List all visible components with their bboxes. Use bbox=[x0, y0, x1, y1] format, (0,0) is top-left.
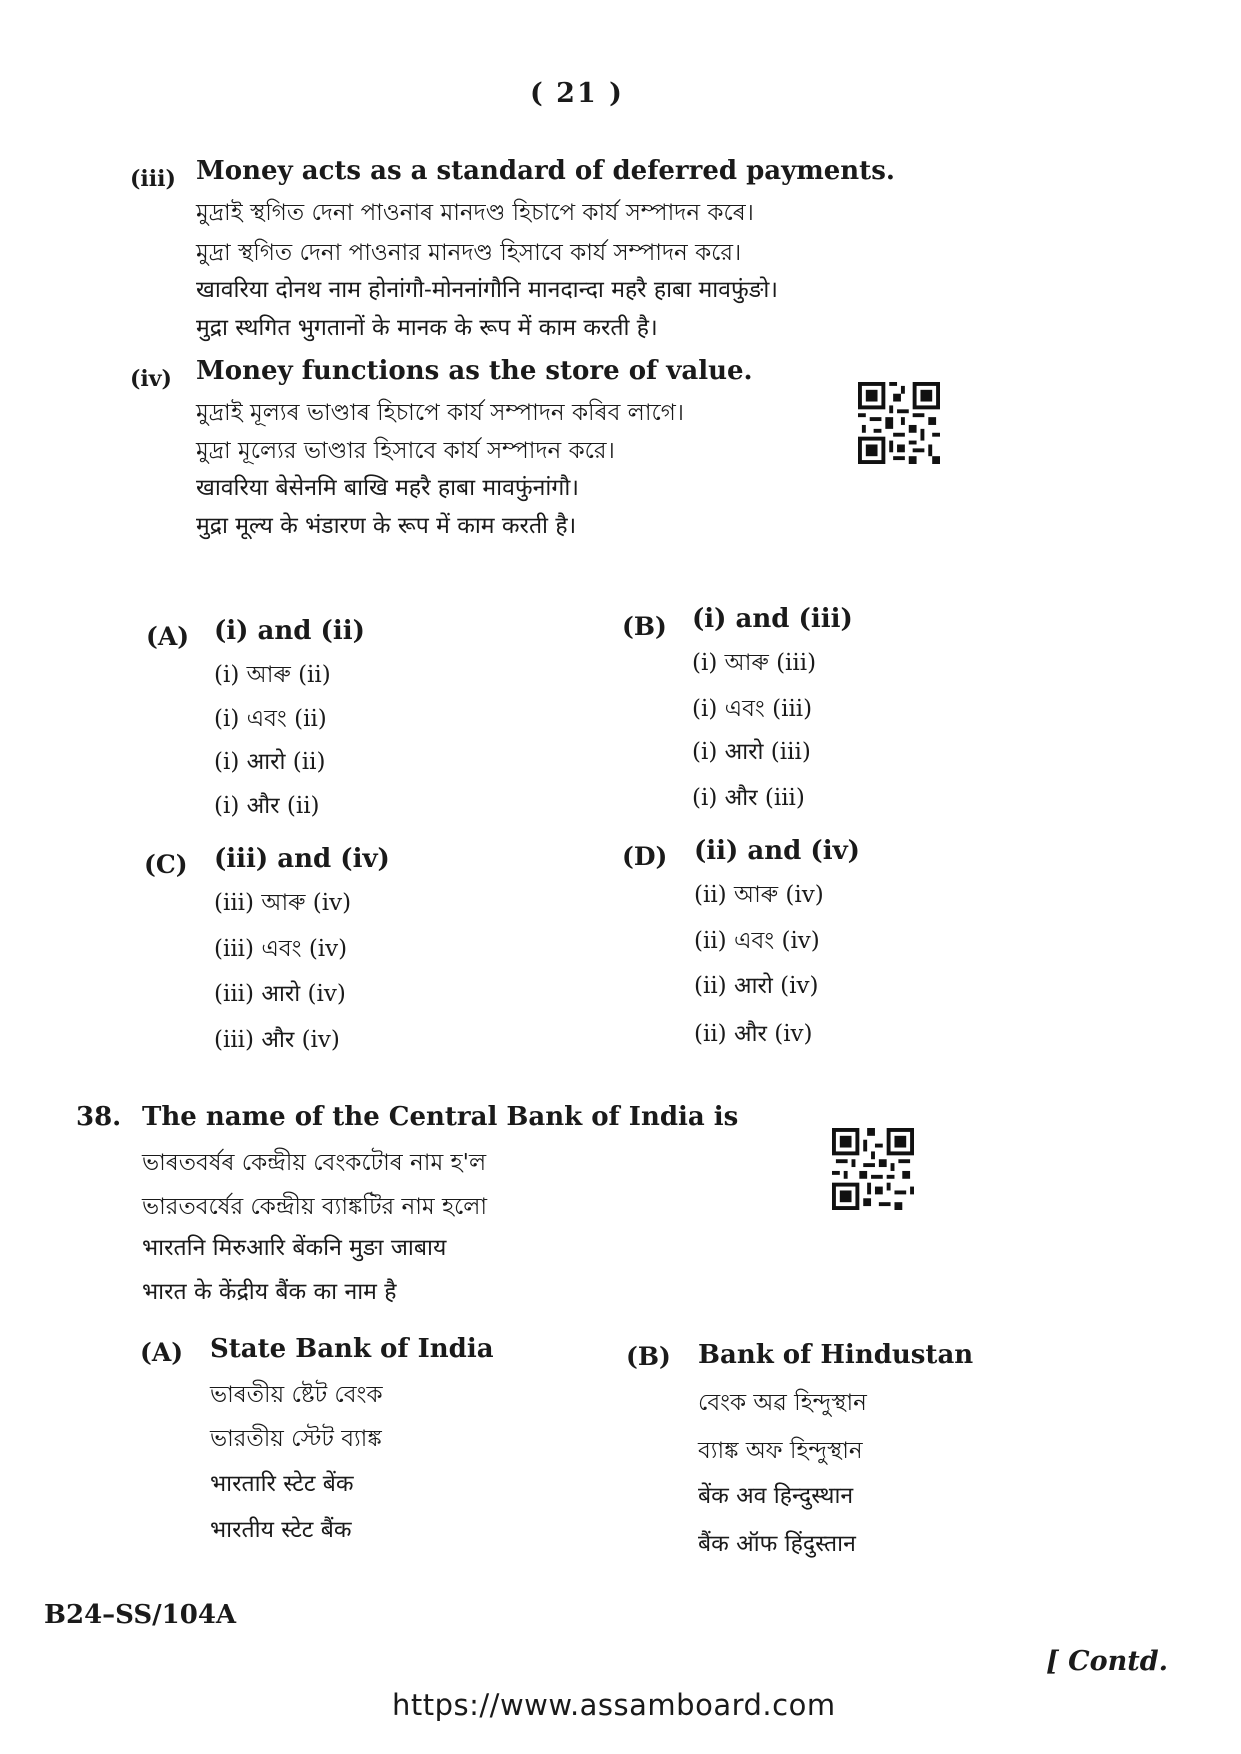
item-iii-hindi: मुद्रा स्थगित भुगतानों के मानक के रूप में काम करती है। bbox=[196, 315, 658, 341]
option-d-assamese: (ii) আৰু (iv) bbox=[694, 882, 824, 908]
option-a-assamese: (i) আৰু (ii) bbox=[214, 662, 331, 688]
option-d-hindi: (ii) और (iv) bbox=[694, 1021, 813, 1047]
option-c-bodo: (iii) आरो (iv) bbox=[214, 981, 346, 1007]
option-a-bengali: (i) এবং (ii) bbox=[214, 706, 327, 732]
option-d-bodo: (ii) आरो (iv) bbox=[694, 973, 819, 999]
q38-option-b-bengali: ব্যাঙ্ক অফ হিন্দুস্থান bbox=[698, 1438, 863, 1464]
q38-option-a-bodo: भारतारि स्टेट बेंक bbox=[210, 1471, 354, 1497]
item-iv-assamese: মুদ্ৰাই মূল্যৰ ভাণ্ডাৰ হিচাপে কাৰ্য সম্পাদন কৰিব লাগে। bbox=[196, 400, 685, 426]
option-c-assamese: (iii) আৰু (iv) bbox=[214, 890, 352, 916]
option-c-bengali: (iii) এবং (iv) bbox=[214, 936, 348, 962]
question-38-english: The name of the Central Bank of India is bbox=[142, 1102, 739, 1132]
question-38-bodo: भारतनि मिरुआरि बेंकनि मुङा जाबाय bbox=[142, 1235, 447, 1261]
item-iv-hindi: मुद्रा मूल्य के भंडारण के रूप में काम करती है। bbox=[196, 513, 577, 539]
qr-code-icon bbox=[832, 1128, 914, 1210]
option-b-bengali: (i) এবং (iii) bbox=[692, 696, 813, 722]
qr-code-icon bbox=[858, 382, 940, 464]
continued-marker: [ Contd. bbox=[1046, 1646, 1169, 1677]
q38-option-b-bodo: बेंक अव हिन्दुस्थान bbox=[698, 1483, 854, 1509]
q38-option-a-english: State Bank of India bbox=[210, 1334, 494, 1364]
q38-option-b-assamese: বেংক অৱ হিন্দুস্থান bbox=[698, 1390, 867, 1416]
item-iv-english: Money functions as the store of value. bbox=[196, 356, 753, 386]
q38-option-a-hindi: भारतीय स्टेट बैंक bbox=[210, 1517, 352, 1543]
item-iv-bodo: खावरिया बेसेनमि बाखि महरै हाबा मावफुंनांगौ। bbox=[196, 475, 580, 501]
option-b-hindi: (i) और (iii) bbox=[692, 785, 805, 811]
option-c-label: (C) bbox=[144, 850, 188, 879]
option-d-bengali: (ii) এবং (iv) bbox=[694, 928, 820, 954]
q38-option-a-label: (A) bbox=[140, 1338, 184, 1367]
page-number: ( 21 ) bbox=[530, 78, 624, 109]
q38-option-a-assamese: ভাৰতীয় ষ্টেট বেংক bbox=[210, 1382, 383, 1408]
option-a-label: (A) bbox=[146, 622, 190, 651]
question-38-bengali: ভারতবর্ষের কেন্দ্রীয় ব্যাঙ্কটির নাম হলো bbox=[142, 1194, 488, 1220]
item-iv-label: (iv) bbox=[130, 366, 172, 392]
option-c-hindi: (iii) और (iv) bbox=[214, 1027, 340, 1053]
q38-option-a-bengali: ভারতীয় স্টেট ব্যাঙ্ক bbox=[210, 1426, 382, 1452]
option-b-english: (i) and (iii) bbox=[692, 604, 853, 634]
question-38-assamese: ভাৰতবৰ্ষৰ কেন্দ্ৰীয় বেংকটোৰ নাম হ'ল bbox=[142, 1150, 487, 1176]
item-iii-bodo: खावरिया दोनथ नाम होनांगौ-मोननांगौनि मानदान्दा महरै हाबा मावफुंङो। bbox=[196, 277, 779, 303]
option-d-english: (ii) and (iv) bbox=[694, 836, 860, 866]
item-iii-label: (iii) bbox=[130, 166, 176, 192]
question-38-number: 38. bbox=[76, 1102, 122, 1132]
option-d-label: (D) bbox=[622, 842, 668, 871]
q38-option-b-hindi: बैंक ऑफ हिंदुस्तान bbox=[698, 1531, 856, 1557]
option-b-assamese: (i) আৰু (iii) bbox=[692, 650, 817, 676]
item-iv-bengali: মুদ্রা মূল্যের ভাণ্ডার হিসাবে কার্য সম্পাদন করে। bbox=[196, 438, 615, 464]
item-iii-bengali: মুদ্রা স্থগিত দেনা পাওনার মানদণ্ড হিসাবে কার্য সম্পাদন করে। bbox=[196, 240, 742, 266]
paper-code: B24–SS/104A bbox=[44, 1600, 237, 1630]
option-a-hindi: (i) और (ii) bbox=[214, 793, 320, 819]
item-iii-assamese: মুদ্ৰাই স্থগিত দেনা পাওনাৰ মানদণ্ড হিচাপে কাৰ্য সম্পাদন কৰে। bbox=[196, 200, 754, 226]
footer-url[interactable]: https://www.assamboard.com bbox=[392, 1688, 836, 1722]
option-c-english: (iii) and (iv) bbox=[214, 844, 390, 874]
item-iii-english: Money acts as a standard of deferred payments. bbox=[196, 156, 895, 186]
question-38-hindi: भारत के केंद्रीय बैंक का नाम है bbox=[142, 1279, 397, 1305]
option-b-label: (B) bbox=[622, 612, 667, 641]
q38-option-b-english: Bank of Hindustan bbox=[698, 1340, 974, 1370]
option-b-bodo: (i) आरो (iii) bbox=[692, 739, 811, 765]
option-a-bodo: (i) आरो (ii) bbox=[214, 749, 326, 775]
option-a-english: (i) and (ii) bbox=[214, 616, 365, 646]
q38-option-b-label: (B) bbox=[626, 1342, 671, 1371]
